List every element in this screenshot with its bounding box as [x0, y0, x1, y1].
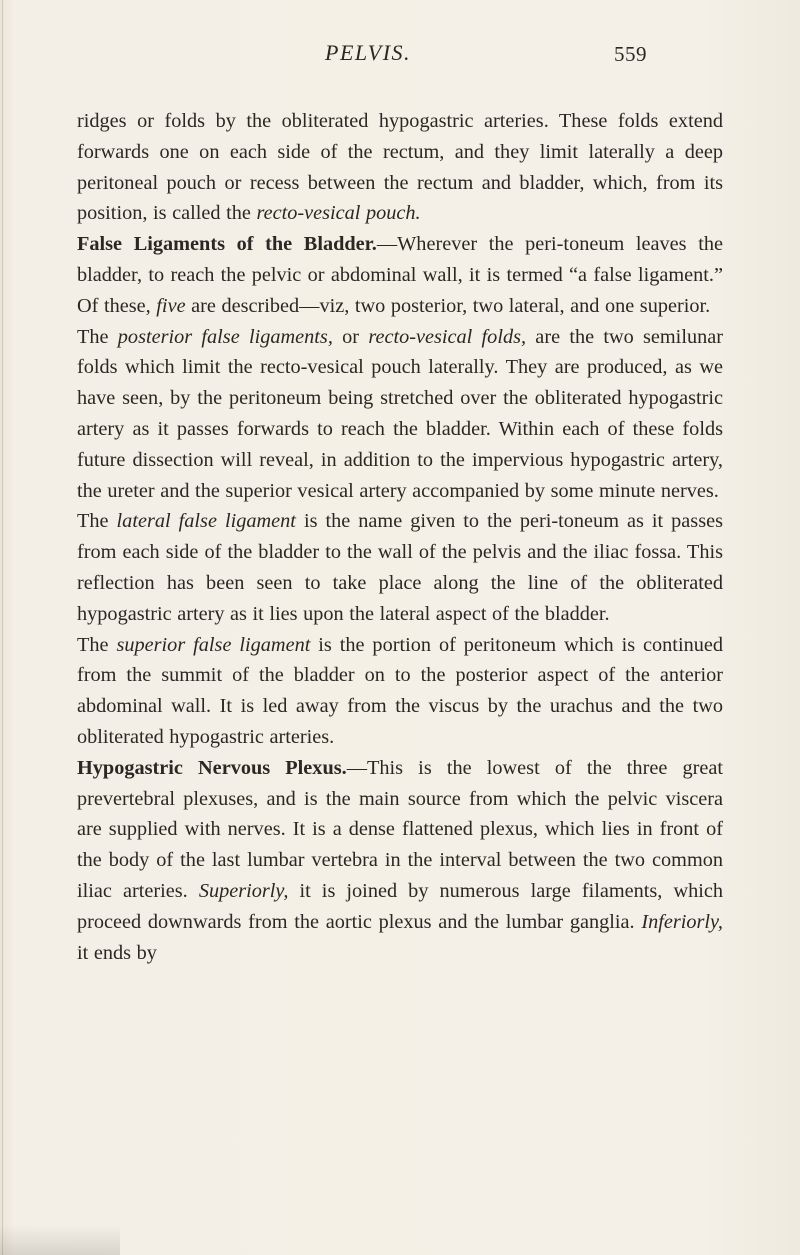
italic-term: five — [156, 294, 186, 317]
italic-term: Superiorly, — [198, 879, 289, 902]
paragraph-text: The — [77, 325, 118, 348]
running-title: PELVIS. — [325, 40, 412, 65]
paragraph-text: The — [77, 633, 117, 656]
paragraph-text: is the portion of peritoneum which is continued from the summit of the bladder on to the posterior aspect of the anterior abdominal wall. It is led away from the viscus by the urachus and the two obliterated hypogastric arteries. — [77, 633, 723, 748]
page-gutter-edge — [2, 0, 3, 1255]
body-text — [77, 106, 723, 968]
paragraph-text: it ends by — [77, 941, 157, 964]
section-heading: Hypogastric Nervous Plexus. — [77, 756, 347, 779]
page-header — [0, 40, 800, 80]
italic-term: lateral false ligament — [116, 510, 296, 533]
paragraph-text: —Wherever the peri-toneum leaves the bladder, to reach the pelvic or abdominal wall, it is termed “a false ligament.” Of these, — [77, 233, 723, 317]
italic-term: recto-vesical folds, — [368, 325, 527, 348]
paragraph-superior-false-ligament — [77, 630, 723, 753]
paragraph-hypogastric-plexus — [77, 753, 723, 969]
paragraph-text: —This is the lowest of the three great prevertebral plexuses, and is the main source from which the pelvic viscera are supplied with nerves. It is a dense flattened plexus, which lies in front of the body of the last lumbar vertebra in the interval between the two common iliac arteries. — [77, 756, 724, 902]
paragraph-text: or — [332, 325, 369, 348]
page-corner-shadow — [0, 1225, 120, 1255]
paragraph-text: are described—viz, two posterior, two lateral, and one superior. — [185, 294, 711, 317]
paragraph-text: is the name given to the peri-toneum as it passes from each side of the bladder to the wall of the pelvis and the iliac fossa. This reflection has been seen to take place along the line of the obliterated hypogastric artery as it lies upon the lateral aspect of the bladder. — [77, 510, 723, 625]
italic-term: superior false ligament — [116, 633, 311, 656]
paragraph-text: The — [77, 510, 117, 533]
paragraph-text: it is joined by numerous large filaments, which proceed downwards from the aortic plexus and the lumbar ganglia. — [77, 879, 724, 933]
italic-term: posterior false ligaments, — [117, 325, 333, 348]
paragraph-posterior-false-ligaments — [77, 322, 723, 507]
paragraph-lateral-false-ligament — [77, 506, 723, 629]
italic-term: Inferiorly, — [641, 910, 723, 933]
section-heading: False Ligaments of the Bladder. — [77, 233, 377, 256]
paragraph-recto-vesical-pouch — [77, 106, 723, 229]
paragraph-text: are the two semilunar folds which limit the recto-vesical pouch laterally. They are produced, as we have seen, by the peritoneum being stretched over the obliterated hypogastric artery as it passes forwards to reach the bladder. Within each of these folds future dissection will reveal, in addition to the impervious hypogastric artery, the ureter and the superior vesical artery accompanied by some minute nerves. — [77, 325, 723, 502]
italic-term: recto-vesical pouch. — [256, 202, 421, 225]
paragraph-text: ridges or folds by the obliterated hypogastric arteries. These folds extend forwards one on each side of the rectum, and they limit laterally a deep peritoneal pouch or recess between the rectum and bladder, which, from its position, is called the — [77, 110, 723, 225]
page-number: 559 — [614, 42, 647, 66]
paragraph-false-ligaments — [77, 229, 723, 321]
